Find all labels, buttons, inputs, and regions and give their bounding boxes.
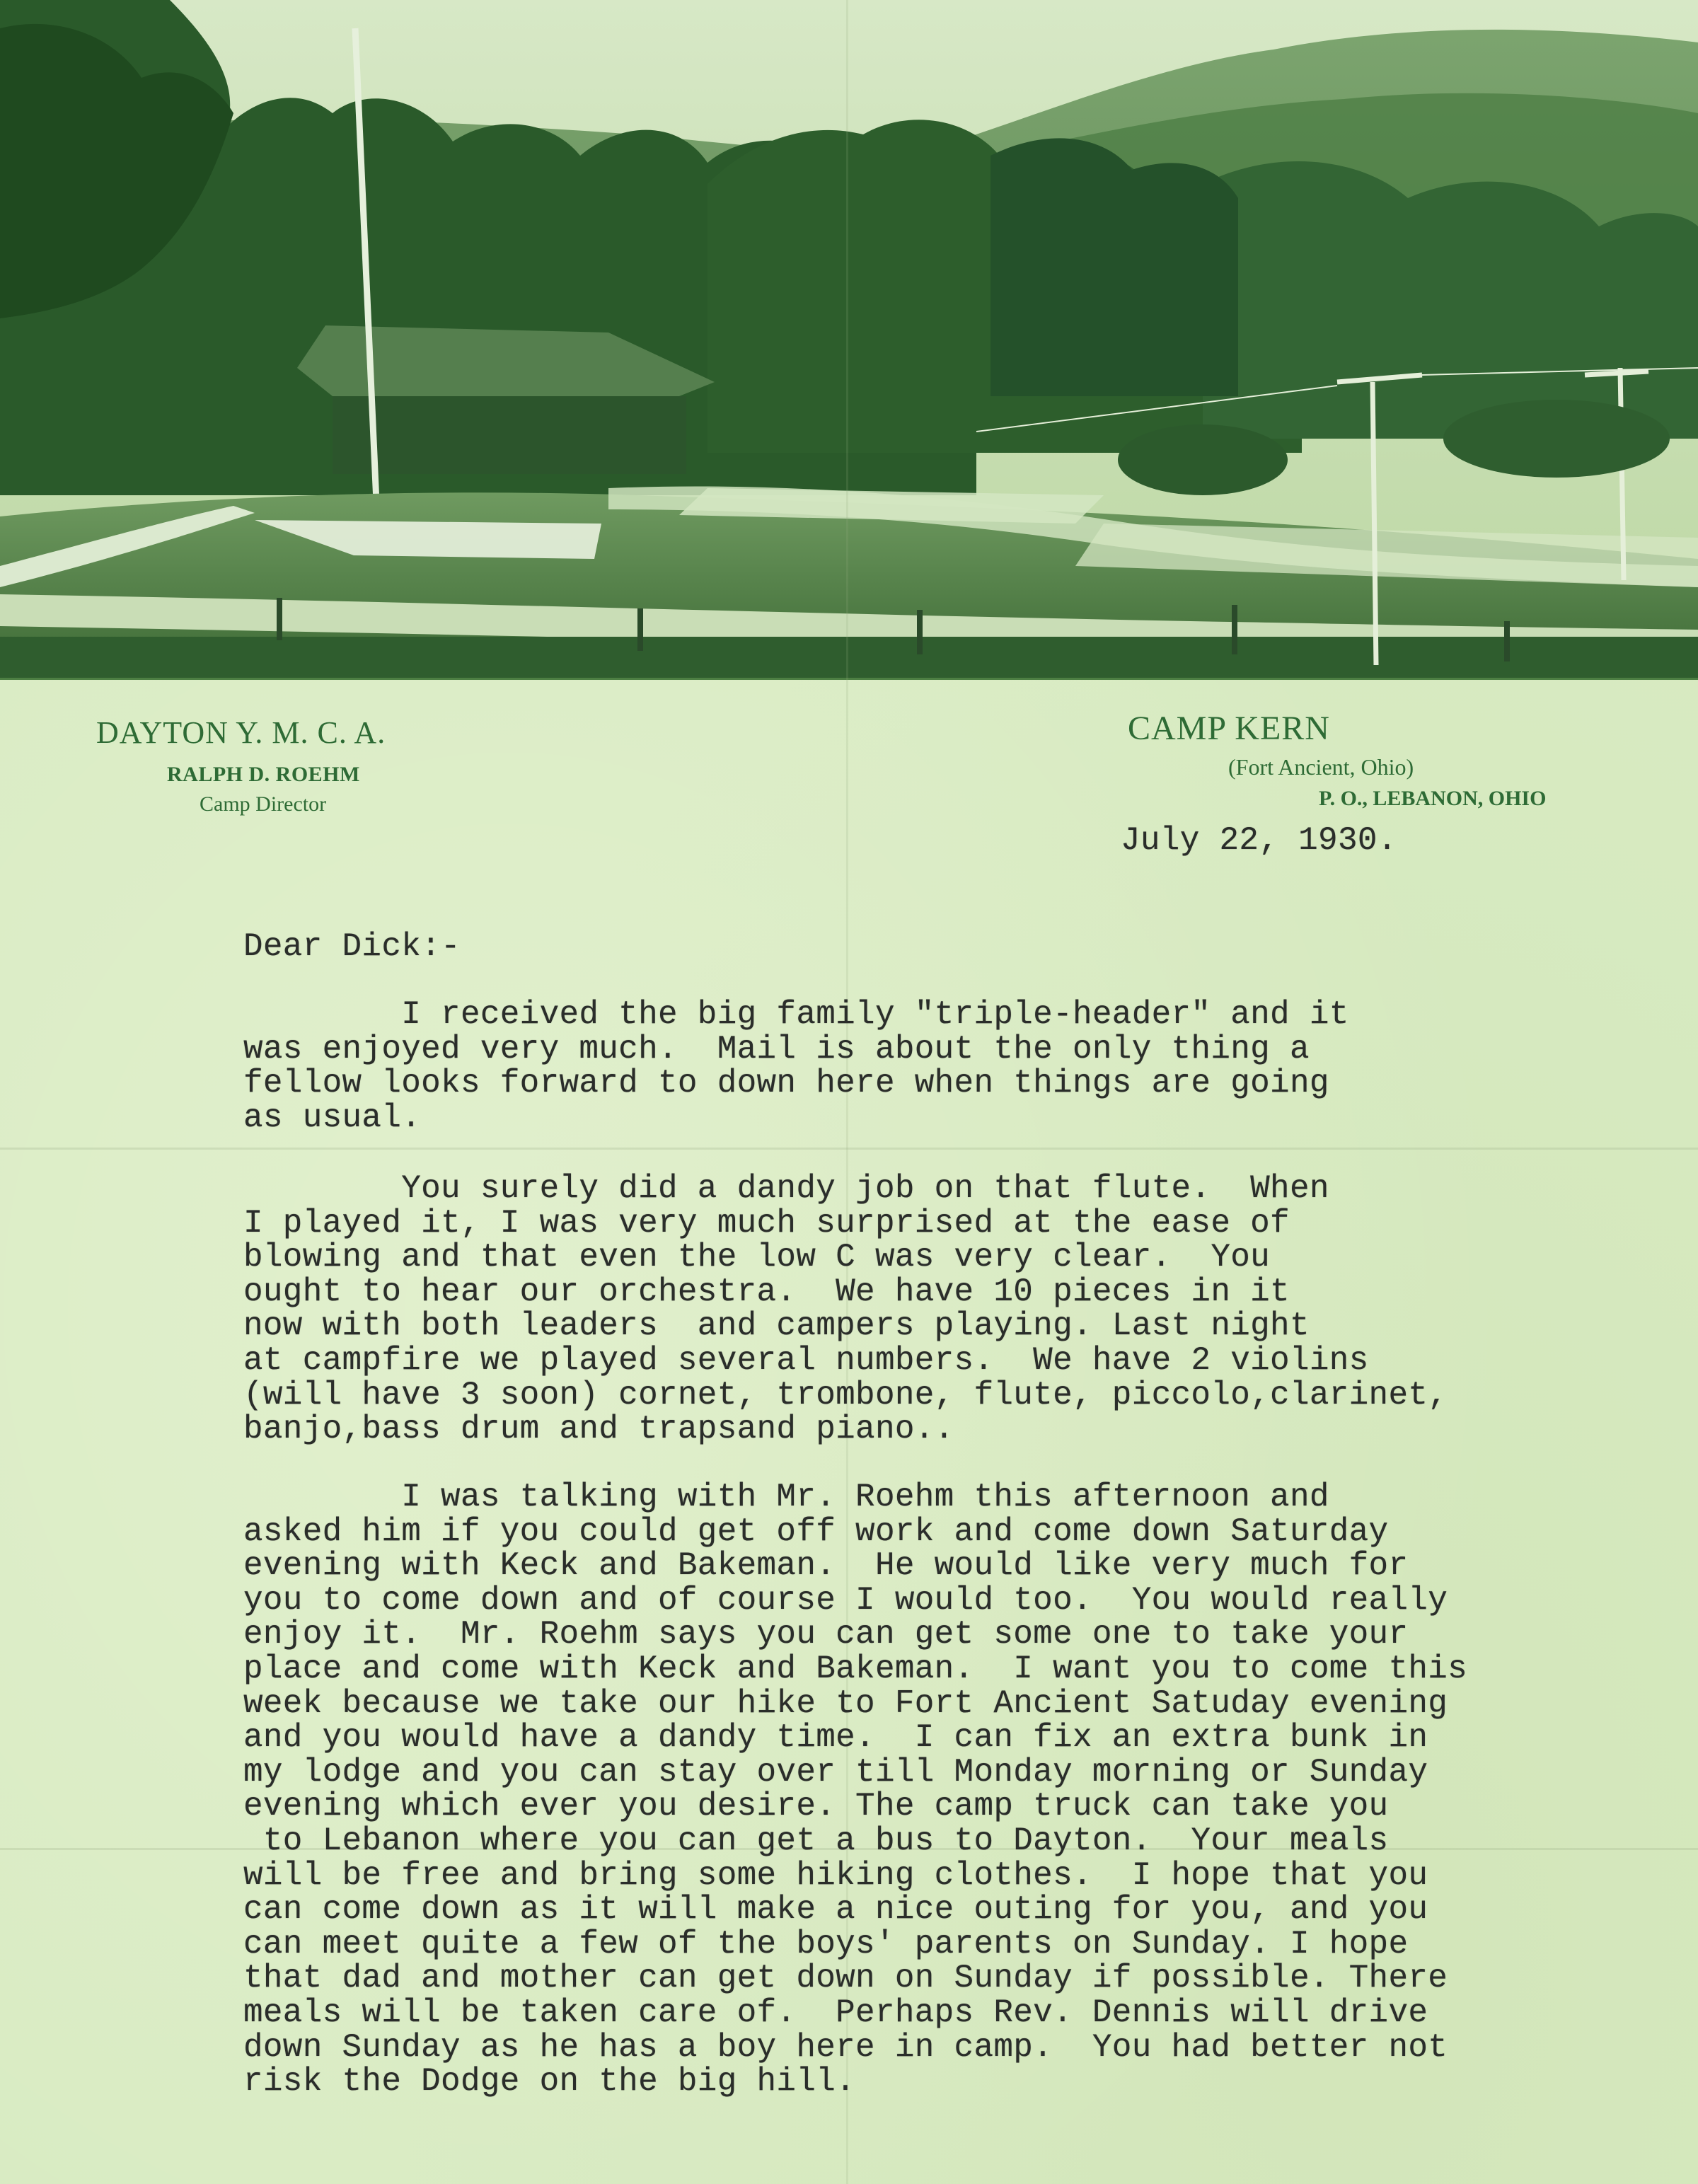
letter-date: July 22, 1930. (1121, 822, 1397, 859)
letterhead-post-office: P. O., LEBANON, OHIO (1319, 787, 1547, 810)
letterhead-camp-name: CAMP KERN (1128, 710, 1330, 747)
letter-paragraph: You surely did a dandy job on that flute. When I played it, I was very much surprised at the ease of blowing and that even the low C was very clear. You ought to hear our orchestra. We have 10 pieces in it now with both leaders and campers playing. Last night at campfire we played several numbers. We have 2 violins (will have 3 soon) cornet, trombone, flute, piccolo,clarinet, banjo,bass drum and trapsand piano.. (243, 1170, 1448, 1448)
letter-paragraph: I received the big family "triple-header" and it was enjoyed very much. Mail is about the only thing a fellow looks forward to down here when things are going as usual. (243, 996, 1349, 1136)
paper-fold-line (0, 1148, 1698, 1150)
letterhead-camp-location: (Fort Ancient, Ohio) (1228, 754, 1414, 780)
letter-salutation: Dear Dick:- (243, 928, 461, 965)
letter-paragraph: I was talking with Mr. Roehm this afternoon and asked him if you could get off work and come down Saturday evening with Keck and Bakeman. He would like very much for you to come down and of course I would too. You would really enjoy it. Mr. Roehm says you can get some one to take your place and come with Keck and Bakeman. I want you to come this week because we take our hike to Fort Ancient Satuday evening and you would have a dandy time. I can fix an extra bunk in my lodge and you can stay over till Monday morning or Sunday evening which ever you desire. The camp truck can take you to Lebanon where you can get a bus to Dayton. Your meals will be free and bring some hiking clothes. I hope that you can come down as it will make a nice outing for you, and you can meet quite a few of the boys' parents on Sunday. I hope that dad and mother can get down on Sunday if possible. There meals will be taken care of. Perhaps Rev. Dennis will drive down Sunday as he has a boy here in camp. You had better not risk the Dodge on the big hill. (243, 1479, 1468, 2101)
letterhead-director-title: Camp Director (200, 792, 327, 816)
letterhead-director-name: RALPH D. ROEHM (167, 763, 360, 786)
camp-photograph (0, 0, 1698, 680)
letterhead-organization: DAYTON Y. M. C. A. (96, 715, 386, 750)
